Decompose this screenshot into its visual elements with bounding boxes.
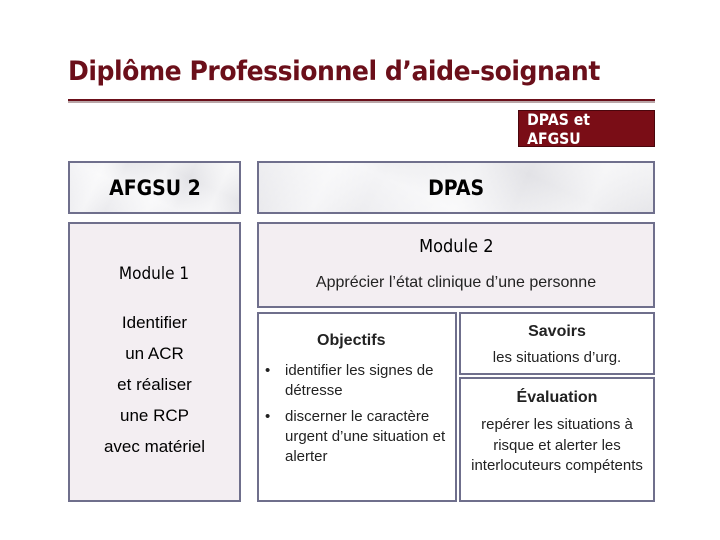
objectifs-item-1: • identifier les signes de détresse [259,361,455,401]
dpas-module-subtitle: Apprécier l’état clinique d’une personne [315,274,597,291]
subtitle-badge-label: DPAS et AFGSU [527,109,591,148]
savoirs-panel [459,312,655,375]
afgsu-panel [68,222,241,502]
afgsu-line-2: un ACR [125,344,184,363]
subtitle-badge [518,110,655,147]
objectifs-list [259,361,455,473]
afgsu-header [68,161,241,214]
savoirs-text: les situations d’urg. [492,349,622,366]
evaluation-heading: Évaluation [516,389,598,406]
afgsu-line-4: une RCP [120,406,189,425]
afgsu-line-5: avec matériel [103,437,206,456]
afgsu-line-3: et réaliser [117,375,192,394]
objectifs-heading: Objectifs [317,332,386,349]
afgsu-module-label: Module 1 [119,264,190,284]
afgsu-line-1: Identifier [121,313,188,332]
savoirs-heading: Savoirs [528,323,586,340]
evaluation-text: repérer les situations à risque et alerter les interlocuteurs compétents [471,416,643,474]
title-underline [68,99,655,103]
afgsu-header-label: AFGSU 2 [108,175,201,200]
objectifs-panel [257,312,457,502]
objectifs-item-2: • discerner le caractère urgent d’une situation et alerter [259,407,455,467]
dpas-module-panel [257,222,655,308]
evaluation-panel [459,377,655,502]
dpas-header-label: DPAS [427,175,485,200]
dpas-module-title: Module 2 [418,236,494,257]
dpas-header [257,161,655,214]
page-title: Diplôme Professionnel d’aide-soignant [68,56,600,87]
